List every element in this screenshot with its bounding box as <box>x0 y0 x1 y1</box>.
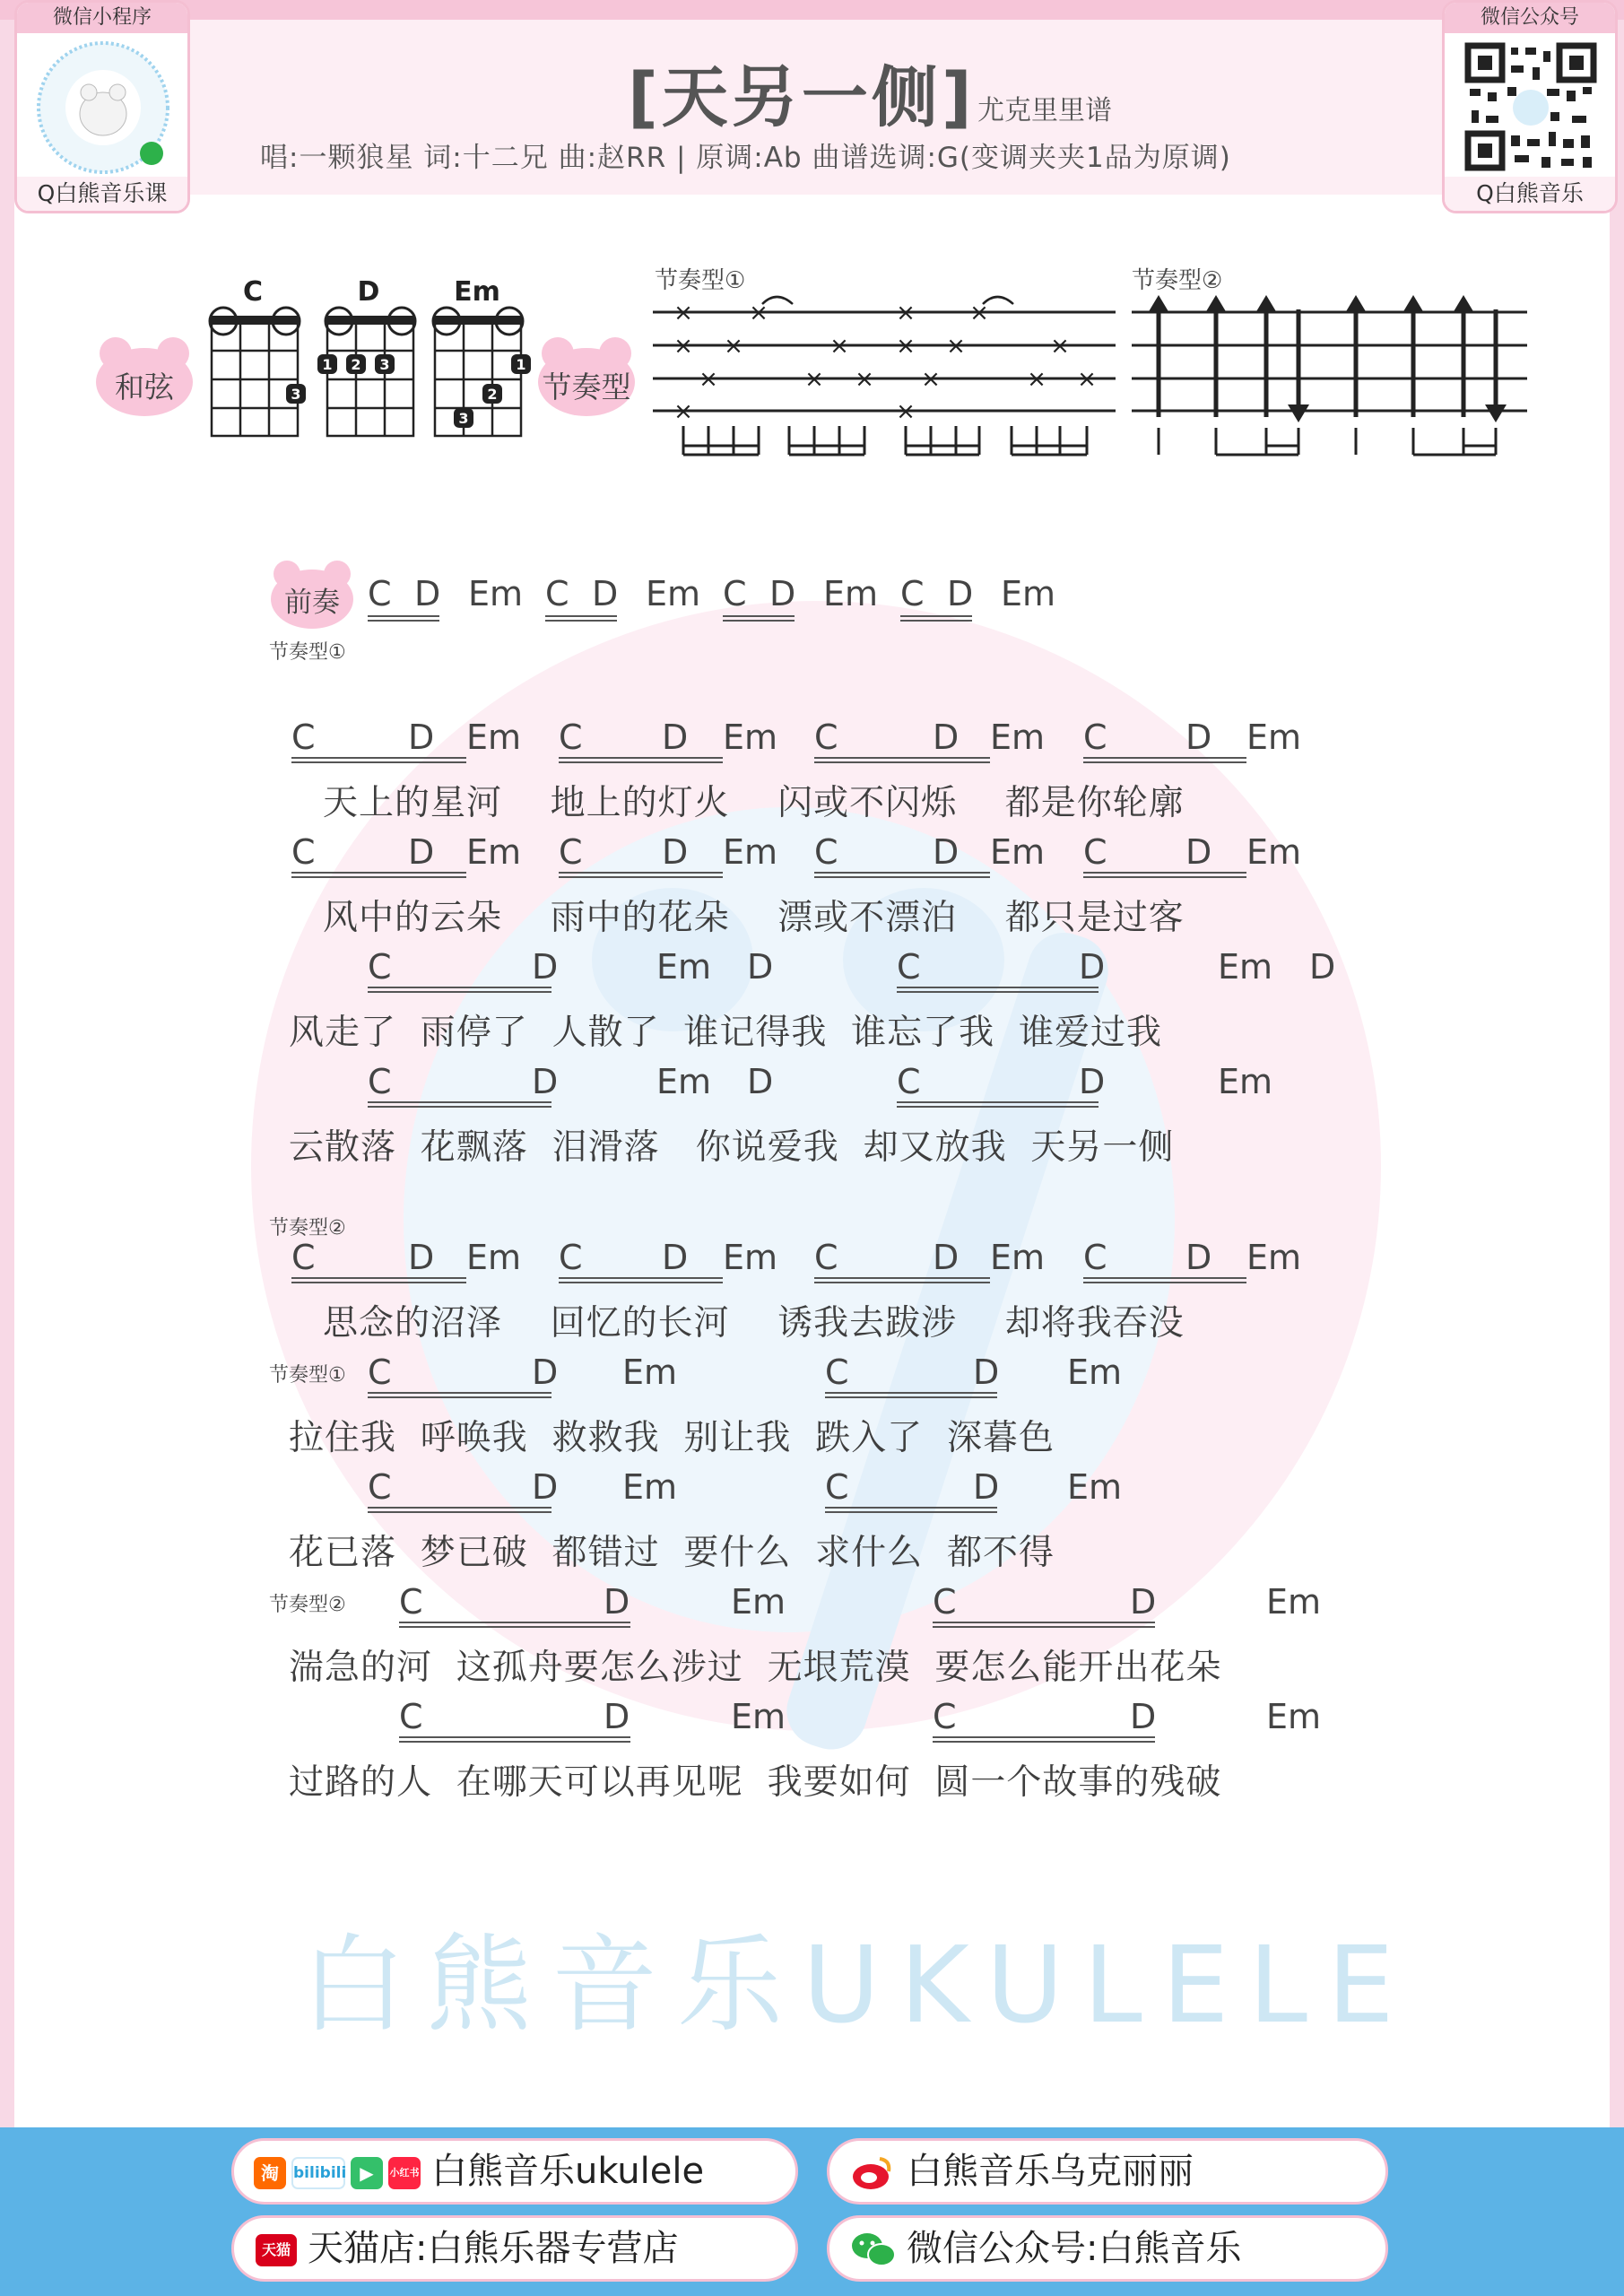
svg-text:×: × <box>1050 333 1070 360</box>
chord-diagram-c <box>202 303 314 439</box>
platform-account-pill[interactable] <box>231 2138 798 2205</box>
chord-symbol: C <box>933 1697 957 1736</box>
chord-symbol: D <box>532 1352 559 1392</box>
brand-watermark: 白熊音乐UKULELE <box>300 1923 1414 2047</box>
intro-chord: C <box>368 574 392 613</box>
qr-left-footer: Q白熊音乐课 <box>17 177 187 211</box>
chord-underline <box>559 872 723 878</box>
weibo-account-pill[interactable] <box>827 2138 1388 2205</box>
intro-chord: Em <box>1001 574 1056 613</box>
rhythm-label <box>536 334 637 416</box>
video-play-icon: ▶ <box>351 2157 383 2189</box>
chord-row <box>0 1582 1435 1627</box>
svg-text:×: × <box>804 366 824 393</box>
chord-symbol: Em <box>1067 1467 1123 1507</box>
chord-symbol: D <box>933 1238 960 1277</box>
chord-name-d: D <box>357 276 380 308</box>
chord-symbol: Em <box>723 718 778 757</box>
qr-right-footer: Q白熊音乐 <box>1445 177 1615 211</box>
chord-symbol: Em <box>1246 1238 1302 1277</box>
intro-chord: C <box>545 574 569 613</box>
chord-symbol: D <box>532 1062 559 1101</box>
chord-symbol: D <box>662 832 689 872</box>
weibo-account-text: 白熊音乐乌克丽丽 <box>907 2151 1194 2192</box>
chord-symbol: C <box>399 1582 423 1622</box>
svg-text:×: × <box>896 333 916 360</box>
intro-chords <box>368 574 1085 619</box>
wechat-qr-icon <box>1461 39 1601 177</box>
lyric-line: 风中的云朵 雨中的花朵 漂或不漂泊 都只是过客 <box>323 898 1185 938</box>
intro-rhythm-tag: 节奏型① <box>269 641 346 664</box>
svg-text:×: × <box>855 366 874 393</box>
chord-symbol: C <box>1083 1238 1107 1277</box>
intro-chord: C <box>723 574 747 613</box>
chord-symbol: D <box>604 1582 630 1622</box>
intro-chord-underline <box>368 615 439 622</box>
chord-underline <box>559 1277 723 1283</box>
chord-symbol: Em <box>1218 947 1273 987</box>
chord-underline <box>368 1101 551 1108</box>
chord-underline <box>814 1277 990 1283</box>
chord-symbol: D <box>1185 718 1212 757</box>
chord-row <box>0 832 1435 877</box>
chord-diagram-d <box>317 303 430 439</box>
lyric-line: 思念的沼泽 回忆的长河 诱我去跋涉 却将我吞没 <box>323 1303 1185 1344</box>
chord-symbol: Em <box>622 1467 678 1507</box>
tmall-icon: 天猫 <box>256 2234 297 2266</box>
lyric-line: 湍急的河 这孤舟要怎么涉过 无垠荒漠 要怎么能开出花朵 <box>289 1648 1222 1688</box>
chord-row <box>0 1697 1435 1742</box>
chord-underline <box>897 1101 1099 1108</box>
chord-underline <box>399 1736 630 1743</box>
wechat-account-pill[interactable] <box>827 2215 1388 2282</box>
chord-symbol: C <box>559 718 583 757</box>
qr-left-title: 微信小程序 <box>17 3 187 33</box>
chords-label <box>94 334 195 416</box>
svg-text:3: 3 <box>379 356 390 373</box>
chord-symbol: C <box>559 1238 583 1277</box>
intro-chord: D <box>414 574 441 613</box>
chord-symbol: D <box>933 718 960 757</box>
chord-symbol: D <box>933 832 960 872</box>
chord-symbol: Em <box>466 718 522 757</box>
intro-chord-underline <box>900 615 972 622</box>
chord-symbol: Em <box>466 832 522 872</box>
chord-underline <box>368 1507 551 1513</box>
chord-symbol: Em <box>1246 718 1302 757</box>
rhythm-label-text: 节奏型 <box>542 370 631 404</box>
chord-underline <box>825 1507 997 1513</box>
svg-text:×: × <box>749 300 769 326</box>
svg-text:×: × <box>946 333 966 360</box>
intro-chord: Em <box>823 574 879 613</box>
chord-symbol: C <box>291 832 316 872</box>
chord-symbol: D <box>1079 1062 1106 1101</box>
chord-symbol: D <box>1130 1582 1157 1622</box>
qr-right-title: 微信公众号 <box>1445 3 1615 33</box>
svg-text:×: × <box>699 366 718 393</box>
chord-symbol: Em <box>1266 1697 1322 1736</box>
chord-symbol: C <box>399 1697 423 1736</box>
svg-text:×: × <box>896 300 916 326</box>
intro-label-text: 前奏 <box>284 587 340 619</box>
lyric-line: 天上的星河 地上的灯火 闪或不闪烁 都是你轮廓 <box>323 783 1185 823</box>
platform-account-text: 白熊音乐ukulele <box>431 2151 705 2192</box>
chord-symbol: C <box>368 1352 392 1392</box>
sheet-author: 尤克里里谱 <box>977 95 1112 126</box>
chord-symbol: D <box>1185 1238 1212 1277</box>
chord-symbol: Em <box>622 1352 678 1392</box>
lyric-line: 拉住我 呼唤我 救救我 别让我 跌入了 深暮色 <box>289 1418 1055 1458</box>
intro-chord-underline <box>545 615 617 622</box>
chord-symbol: Em <box>466 1238 522 1277</box>
svg-text:×: × <box>724 333 743 360</box>
rhythm-pattern-1-title: 节奏型① <box>655 267 746 294</box>
chord-symbol: C <box>933 1582 957 1622</box>
chord-symbol: Em <box>656 947 712 987</box>
chord-symbol: C <box>814 718 838 757</box>
tmall-store-text: 天猫店:白熊乐器专营店 <box>308 2228 679 2269</box>
svg-text:3: 3 <box>291 386 301 403</box>
rhythm-tag: 节奏型① <box>269 1364 346 1387</box>
svg-text:2: 2 <box>487 386 498 403</box>
chord-symbol: D <box>1309 947 1336 987</box>
rhythm-pattern-1-tab <box>651 291 1117 462</box>
chord-symbol: D <box>408 1238 435 1277</box>
chord-symbol: D <box>408 718 435 757</box>
svg-text:×: × <box>829 333 849 360</box>
chord-symbol: C <box>291 718 316 757</box>
chord-symbol: Em <box>1266 1582 1322 1622</box>
chord-name-c: C <box>242 276 264 308</box>
intro-chord: C <box>900 574 925 613</box>
chord-symbol: C <box>825 1467 849 1507</box>
rhythm-tag: 节奏型② <box>269 1594 346 1616</box>
chord-symbol: D <box>1130 1697 1157 1736</box>
chord-row <box>0 1467 1435 1512</box>
lyric-line: 风走了 雨停了 人散了 谁记得我 谁忘了我 谁爱过我 <box>289 1013 1162 1053</box>
intro-chord: Em <box>646 574 701 613</box>
svg-text:1: 1 <box>322 356 333 373</box>
chord-symbol: Em <box>731 1582 786 1622</box>
svg-text:×: × <box>969 300 989 326</box>
intro-chord: D <box>947 574 974 613</box>
chord-diagram-em <box>425 303 537 439</box>
intro-chord: D <box>769 574 796 613</box>
chord-symbol: C <box>897 1062 921 1101</box>
mini-program-qr-card[interactable] <box>14 0 190 213</box>
chord-name-em: Em <box>454 276 500 308</box>
svg-text:2: 2 <box>351 356 361 373</box>
rhythm-tag: 节奏型② <box>269 1217 346 1239</box>
weibo-icon <box>851 2153 892 2191</box>
tmall-store-pill[interactable] <box>231 2215 798 2282</box>
chord-underline <box>291 872 466 878</box>
chord-underline <box>814 757 990 763</box>
chord-symbol: Em <box>723 1238 778 1277</box>
mini-program-qr-icon <box>33 39 173 177</box>
footer-bar <box>0 2127 1624 2296</box>
chord-symbol: D <box>973 1352 1000 1392</box>
lyric-line: 过路的人 在哪天可以再见呢 我要如何 圆一个故事的残破 <box>289 1762 1222 1803</box>
chord-symbol: C <box>368 1062 392 1101</box>
chord-underline <box>291 757 466 763</box>
chord-symbol: C <box>814 832 838 872</box>
lyric-line: 花已落 梦已破 都错过 要什么 求什么 都不得 <box>289 1533 1055 1573</box>
chord-symbol: D <box>532 947 559 987</box>
chord-symbol: C <box>368 947 392 987</box>
chord-underline <box>291 1277 466 1283</box>
chord-symbol: C <box>814 1238 838 1277</box>
svg-text:×: × <box>673 300 693 326</box>
chord-symbol: D <box>747 1062 774 1101</box>
svg-text:×: × <box>1077 366 1097 393</box>
chord-symbol: Em <box>990 1238 1046 1277</box>
wechat-qr-card[interactable] <box>1442 0 1618 213</box>
chord-symbol: D <box>1079 947 1106 987</box>
chord-symbol: C <box>1083 718 1107 757</box>
chord-underline <box>368 987 551 993</box>
chord-symbol: C <box>897 947 921 987</box>
chord-symbol: D <box>1185 832 1212 872</box>
top-strip <box>0 0 1624 20</box>
chord-underline <box>399 1622 630 1628</box>
chord-symbol: C <box>291 1238 316 1277</box>
rhythm-pattern-2-strum <box>1130 291 1529 462</box>
svg-text:×: × <box>1027 366 1046 393</box>
wechat-account-text: 微信公众号:白熊音乐 <box>907 2228 1242 2269</box>
chord-symbol: C <box>559 832 583 872</box>
chord-symbol: C <box>1083 832 1107 872</box>
svg-text:×: × <box>673 333 693 360</box>
chord-symbol: Em <box>723 832 778 872</box>
chord-symbol: D <box>408 832 435 872</box>
intro-chord-underline <box>723 615 795 622</box>
lyric-line: 云散落 花飘落 泪滑落 你说爱我 却又放我 天另一侧 <box>289 1127 1175 1168</box>
chord-underline <box>368 1392 551 1398</box>
chord-underline <box>933 1622 1155 1628</box>
chord-symbol: D <box>532 1467 559 1507</box>
chord-underline <box>825 1392 997 1398</box>
chord-symbol: D <box>604 1697 630 1736</box>
svg-text:1: 1 <box>516 356 526 373</box>
song-title: [天另一侧] <box>628 59 976 136</box>
chord-symbol: Em <box>656 1062 712 1101</box>
song-credits: 唱:一颗狼星 词:十二兄 曲:赵RR | 原调:Ab 曲谱选调:G(变调夹夹1品为原调) <box>260 142 1231 174</box>
chord-row <box>0 718 1435 762</box>
chord-underline <box>1083 872 1246 878</box>
intro-label <box>269 558 355 630</box>
wechat-icon <box>851 2231 896 2268</box>
rhythm-pattern-2-title: 节奏型② <box>1132 267 1223 294</box>
chord-row <box>0 1062 1435 1107</box>
chord-underline <box>1083 757 1246 763</box>
chord-symbol: Em <box>1218 1062 1273 1101</box>
taobao-icon: 淘 <box>254 2157 286 2189</box>
intro-chord: Em <box>468 574 524 613</box>
chord-symbol: C <box>825 1352 849 1392</box>
chord-underline <box>897 987 1099 993</box>
chord-row <box>0 947 1435 992</box>
chord-symbol: D <box>662 718 689 757</box>
chord-underline <box>933 1736 1155 1743</box>
chord-symbol: Em <box>990 718 1046 757</box>
chord-underline <box>1083 1277 1246 1283</box>
chords-label-text: 和弦 <box>115 370 174 404</box>
svg-text:3: 3 <box>458 410 469 427</box>
chord-symbol: D <box>973 1467 1000 1507</box>
chord-symbol: D <box>662 1238 689 1277</box>
chord-symbol: D <box>747 947 774 987</box>
chord-underline <box>559 757 723 763</box>
chord-symbol: Em <box>1067 1352 1123 1392</box>
svg-text:×: × <box>921 366 941 393</box>
chord-symbol: Em <box>1246 832 1302 872</box>
chord-symbol: Em <box>990 832 1046 872</box>
chord-symbol: C <box>368 1467 392 1507</box>
chord-symbol: Em <box>731 1697 786 1736</box>
chord-row <box>0 1352 1435 1397</box>
chord-underline <box>814 872 990 878</box>
bilibili-icon: bilibili <box>291 2157 345 2189</box>
chord-row <box>0 1238 1435 1283</box>
svg-text:×: × <box>896 398 916 425</box>
intro-chord: D <box>592 574 619 613</box>
svg-text:×: × <box>673 398 693 425</box>
xiaohongshu-icon: 小红书 <box>388 2157 421 2189</box>
